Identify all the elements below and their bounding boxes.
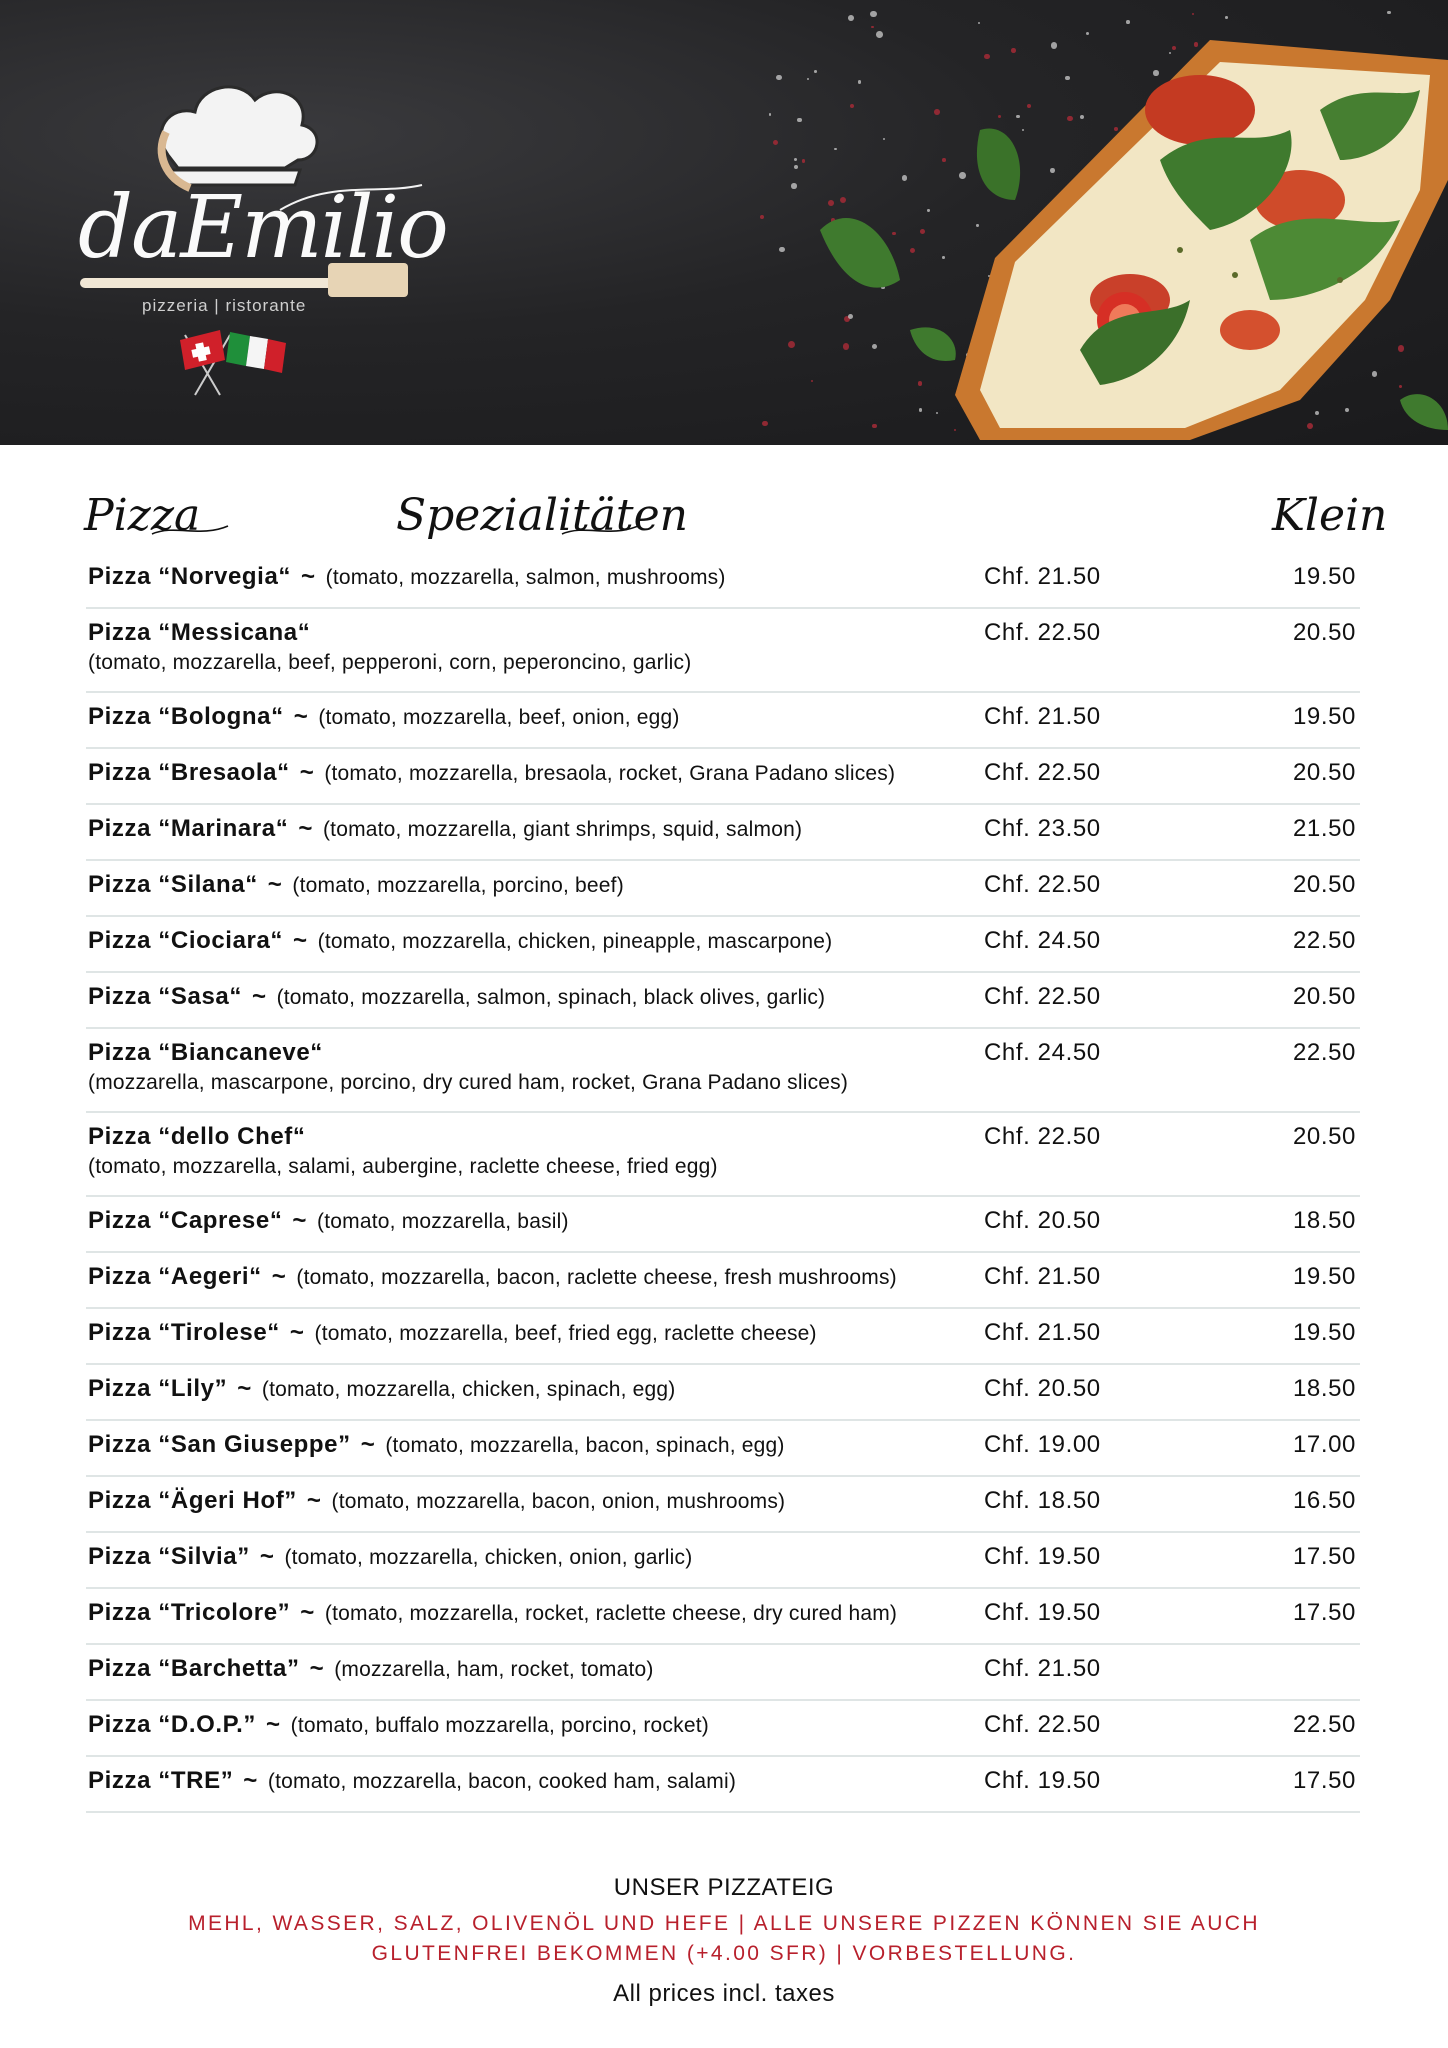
pizza-name bbox=[88, 1767, 736, 1795]
pizza-name-text: Pizza “Tricolore” bbox=[88, 1599, 291, 1626]
pizza-ingredients: (tomato, mozzarella, salmon, spinach, black olives, garlic) bbox=[276, 986, 826, 1009]
pizza-ingredients: (tomato, mozzarella, giant shrimps, squid, salmon) bbox=[322, 818, 803, 841]
price-regular: Chf. 20.50 bbox=[984, 1207, 1101, 1234]
price-small: 16.50 bbox=[1292, 1487, 1356, 1514]
pizza-name bbox=[88, 1487, 785, 1515]
pizza-name-text: Pizza “Silana“ bbox=[88, 871, 258, 898]
price-regular: Chf. 18.50 bbox=[984, 1487, 1101, 1514]
price-small: 17.50 bbox=[1292, 1543, 1356, 1570]
menu-row bbox=[86, 1113, 1360, 1197]
price-small: 17.50 bbox=[1292, 1599, 1356, 1626]
price-small: 21.50 bbox=[1292, 815, 1356, 842]
pizza-name-text: Pizza “Tirolese“ bbox=[88, 1319, 280, 1346]
menu-row bbox=[86, 1589, 1360, 1645]
heading-flourish bbox=[150, 520, 230, 540]
price-regular: Chf. 21.50 bbox=[984, 563, 1101, 590]
pizza-name bbox=[88, 1655, 654, 1683]
pizza-ingredients: (tomato, mozzarella, salmon, mushrooms) bbox=[325, 566, 726, 589]
dough-ingredients-line: MEHL, WASSER, SALZ, OLIVENÖL UND HEFE | ALLE UNSERE PIZZEN KÖNNEN SIE AUCH bbox=[188, 1912, 1260, 1935]
menu-row bbox=[86, 973, 1360, 1029]
pizza-name-text: Pizza “Norvegia“ bbox=[88, 563, 291, 590]
pizza-name-text: Pizza “Biancaneve“ bbox=[88, 1039, 323, 1066]
price-small: 20.50 bbox=[1292, 759, 1356, 786]
price-small: 19.50 bbox=[1292, 1319, 1356, 1346]
menu-row bbox=[86, 1533, 1360, 1589]
price-regular: Chf. 22.50 bbox=[984, 759, 1101, 786]
tax-note: All prices incl. taxes bbox=[613, 1980, 835, 2007]
separator-tilde: ~ bbox=[271, 1263, 287, 1290]
pizza-ingredients: (mozzarella, ham, rocket, tomato) bbox=[334, 1658, 654, 1681]
separator-tilde: ~ bbox=[300, 1599, 315, 1626]
italian-flag-icon bbox=[226, 332, 286, 373]
menu-row bbox=[86, 1477, 1360, 1533]
pizza-ingredients: (tomato, mozzarella, basil) bbox=[317, 1210, 569, 1233]
price-small: 18.50 bbox=[1292, 1375, 1356, 1402]
brand-name: daEmilio bbox=[78, 178, 447, 278]
pizza-name bbox=[88, 1263, 897, 1291]
price-regular: Chf. 19.50 bbox=[984, 1543, 1101, 1570]
separator-tilde: ~ bbox=[309, 1655, 325, 1682]
pizza-name bbox=[88, 927, 832, 955]
speck bbox=[762, 421, 767, 426]
menu-row bbox=[86, 1701, 1360, 1757]
price-small: 17.50 bbox=[1292, 1767, 1356, 1794]
pizza-name bbox=[88, 1039, 323, 1067]
pizza-name-text: Pizza “Silvia” bbox=[88, 1543, 250, 1570]
menu-row bbox=[86, 1309, 1360, 1365]
menu-row bbox=[86, 1421, 1360, 1477]
pizza-name-text: Pizza “Messicana“ bbox=[88, 619, 311, 646]
pizza-name bbox=[88, 983, 825, 1011]
gluten-free-line: GLUTENFREI BEKOMMEN (+4.00 SFR) | VORBESTELLUNG. bbox=[371, 1942, 1077, 1965]
pizza-name-text: Pizza “Barchetta” bbox=[88, 1655, 300, 1682]
menu-row bbox=[86, 917, 1360, 973]
pizza-menu-list bbox=[86, 553, 1360, 1813]
price-regular: Chf. 19.00 bbox=[984, 1431, 1101, 1458]
separator-tilde: ~ bbox=[237, 1375, 252, 1402]
pizza-name bbox=[88, 1543, 692, 1571]
price-regular: Chf. 24.50 bbox=[984, 1039, 1101, 1066]
swiss-flag-icon bbox=[180, 330, 225, 370]
pizza-name bbox=[88, 563, 726, 591]
pizza-name-text: Pizza “Lily” bbox=[88, 1375, 228, 1402]
price-small: 20.50 bbox=[1292, 619, 1356, 646]
price-regular: Chf. 22.50 bbox=[984, 619, 1101, 646]
pizza-ingredients: (mozzarella, mascarpone, porcino, dry cured ham, rocket, Grana Padano slices) bbox=[88, 1071, 849, 1094]
pizza-ingredients: (tomato, buffalo mozzarella, porcino, rocket) bbox=[290, 1714, 709, 1737]
pizza-name bbox=[88, 815, 802, 843]
price-regular: Chf. 19.50 bbox=[984, 1599, 1101, 1626]
price-small: 20.50 bbox=[1292, 983, 1356, 1010]
pizza-ingredients: (tomato, mozzarella, chicken, onion, garlic) bbox=[284, 1546, 693, 1569]
pizza-name bbox=[88, 1375, 676, 1403]
heading-flourish bbox=[560, 520, 640, 540]
price-regular: Chf. 19.50 bbox=[984, 1767, 1101, 1794]
price-small: 18.50 bbox=[1292, 1207, 1356, 1234]
separator-tilde: ~ bbox=[293, 703, 309, 730]
pizza-name bbox=[88, 759, 895, 787]
pizza-ingredients: (tomato, mozzarella, beef, onion, egg) bbox=[318, 706, 680, 729]
price-small: 19.50 bbox=[1292, 703, 1356, 730]
pizza-name-text: Pizza “dello Chef“ bbox=[88, 1123, 306, 1150]
dough-heading: UNSER PIZZATEIG bbox=[613, 1874, 835, 1901]
menu-row bbox=[86, 805, 1360, 861]
pizza-name-text: Pizza “TRE” bbox=[88, 1767, 234, 1794]
price-regular: Chf. 23.50 bbox=[984, 815, 1101, 842]
pizza-ingredients: (tomato, mozzarella, bacon, cooked ham, salami) bbox=[267, 1770, 737, 1793]
pizza-name bbox=[88, 703, 680, 731]
menu-row bbox=[86, 609, 1360, 693]
separator-tilde: ~ bbox=[360, 1431, 376, 1458]
pizza-name-text: Pizza “Ciociara“ bbox=[88, 927, 284, 954]
pizza-ingredients: (tomato, mozzarella, chicken, spinach, egg) bbox=[261, 1378, 676, 1401]
pizza-name bbox=[88, 1207, 569, 1235]
separator-tilde: ~ bbox=[293, 927, 308, 954]
price-small: 22.50 bbox=[1292, 1039, 1356, 1066]
pizza-ingredients: (tomato, mozzarella, beef, fried egg, raclette cheese) bbox=[314, 1322, 817, 1345]
price-small: 20.50 bbox=[1292, 1123, 1356, 1150]
header-banner bbox=[0, 0, 1448, 445]
heading-pizza: Pizza bbox=[84, 490, 201, 541]
pizza-ingredients: (tomato, mozzarella, salami, aubergine, raclette cheese, fried egg) bbox=[88, 1155, 718, 1178]
pizza-name bbox=[88, 1123, 306, 1151]
separator-tilde: ~ bbox=[299, 759, 315, 786]
price-regular: Chf. 24.50 bbox=[984, 927, 1101, 954]
menu-row bbox=[86, 861, 1360, 917]
brand-tagline: pizzeria | ristorante bbox=[142, 296, 307, 315]
price-regular: Chf. 21.50 bbox=[984, 703, 1101, 730]
restaurant-logo bbox=[70, 60, 447, 400]
menu-row bbox=[86, 693, 1360, 749]
price-regular: Chf. 21.50 bbox=[984, 1655, 1101, 1682]
pizza-name-text: Pizza “Aegeri“ bbox=[88, 1263, 262, 1290]
pizza-name bbox=[88, 1431, 785, 1459]
pizza-name-text: Pizza “Bresaola“ bbox=[88, 759, 290, 786]
price-small: 22.50 bbox=[1292, 927, 1356, 954]
menu-row bbox=[86, 553, 1360, 609]
pizza-name-text: Pizza “Caprese“ bbox=[88, 1207, 283, 1234]
pizza-slice-image bbox=[780, 0, 1448, 445]
pizza-name bbox=[88, 619, 310, 647]
menu-row bbox=[86, 1757, 1360, 1813]
menu-row bbox=[86, 1365, 1360, 1421]
pizza-ingredients: (tomato, mozzarella, porcino, beef) bbox=[292, 874, 624, 897]
separator-tilde: ~ bbox=[289, 1319, 305, 1346]
pizza-name-text: Pizza “Bologna“ bbox=[88, 703, 284, 730]
price-regular: Chf. 22.50 bbox=[984, 1123, 1101, 1150]
menu-row bbox=[86, 1029, 1360, 1113]
menu-row bbox=[86, 1645, 1360, 1701]
pizza-name bbox=[88, 1711, 709, 1739]
pizza-ingredients: (tomato, mozzarella, bacon, spinach, egg) bbox=[385, 1434, 785, 1457]
price-small: 22.50 bbox=[1292, 1711, 1356, 1738]
separator-tilde: ~ bbox=[298, 815, 313, 842]
pizza-name bbox=[88, 871, 624, 899]
separator-tilde: ~ bbox=[266, 1711, 281, 1738]
pizza-name bbox=[88, 1599, 897, 1627]
pizza-ingredients: (tomato, mozzarella, rocket, raclette cheese, dry cured ham) bbox=[324, 1602, 898, 1625]
price-regular: Chf. 22.50 bbox=[984, 983, 1101, 1010]
speck bbox=[769, 113, 772, 116]
separator-tilde: ~ bbox=[259, 1543, 275, 1570]
separator-tilde: ~ bbox=[267, 871, 283, 898]
pizza-ingredients: (tomato, mozzarella, chicken, pineapple, mascarpone) bbox=[317, 930, 833, 953]
price-small: 20.50 bbox=[1292, 871, 1356, 898]
pizza-ingredients: (tomato, mozzarella, bresaola, rocket, Grana Padano slices) bbox=[324, 762, 896, 785]
pizza-name-text: Pizza “D.O.P.” bbox=[88, 1711, 257, 1738]
pizza-name bbox=[88, 1319, 817, 1347]
separator-tilde: ~ bbox=[301, 563, 316, 590]
price-small: 19.50 bbox=[1292, 1263, 1356, 1290]
pizza-name-text: Pizza “Sasa“ bbox=[88, 983, 242, 1010]
menu-row bbox=[86, 749, 1360, 805]
pizza-ingredients: (tomato, mozzarella, beef, pepperoni, corn, peperoncino, garlic) bbox=[88, 651, 692, 674]
separator-tilde: ~ bbox=[292, 1207, 308, 1234]
speck bbox=[760, 215, 764, 219]
price-regular: Chf. 22.50 bbox=[984, 1711, 1101, 1738]
pizza-ingredients: (tomato, mozzarella, bacon, onion, mushrooms) bbox=[331, 1490, 786, 1513]
heading-specialties: Spezialitäten bbox=[396, 490, 688, 541]
separator-tilde: ~ bbox=[251, 983, 267, 1010]
speck bbox=[773, 140, 778, 145]
price-small: 19.50 bbox=[1292, 563, 1356, 590]
heading-klein: Klein bbox=[1272, 490, 1388, 541]
menu-row bbox=[86, 1253, 1360, 1309]
price-regular: Chf. 22.50 bbox=[984, 871, 1101, 898]
pizza-name-text: Pizza “Marinara“ bbox=[88, 815, 289, 842]
menu-row bbox=[86, 1197, 1360, 1253]
price-regular: Chf. 21.50 bbox=[984, 1263, 1101, 1290]
price-regular: Chf. 21.50 bbox=[984, 1319, 1101, 1346]
pizza-ingredients: (tomato, mozzarella, bacon, raclette cheese, fresh mushrooms) bbox=[296, 1266, 897, 1289]
price-regular: Chf. 20.50 bbox=[984, 1375, 1101, 1402]
price-small: 17.00 bbox=[1292, 1431, 1356, 1458]
separator-tilde: ~ bbox=[243, 1767, 258, 1794]
pizza-name-text: Pizza “San Giuseppe” bbox=[88, 1431, 351, 1458]
separator-tilde: ~ bbox=[306, 1487, 322, 1514]
pizza-name-text: Pizza “Ägeri Hof” bbox=[88, 1487, 297, 1514]
